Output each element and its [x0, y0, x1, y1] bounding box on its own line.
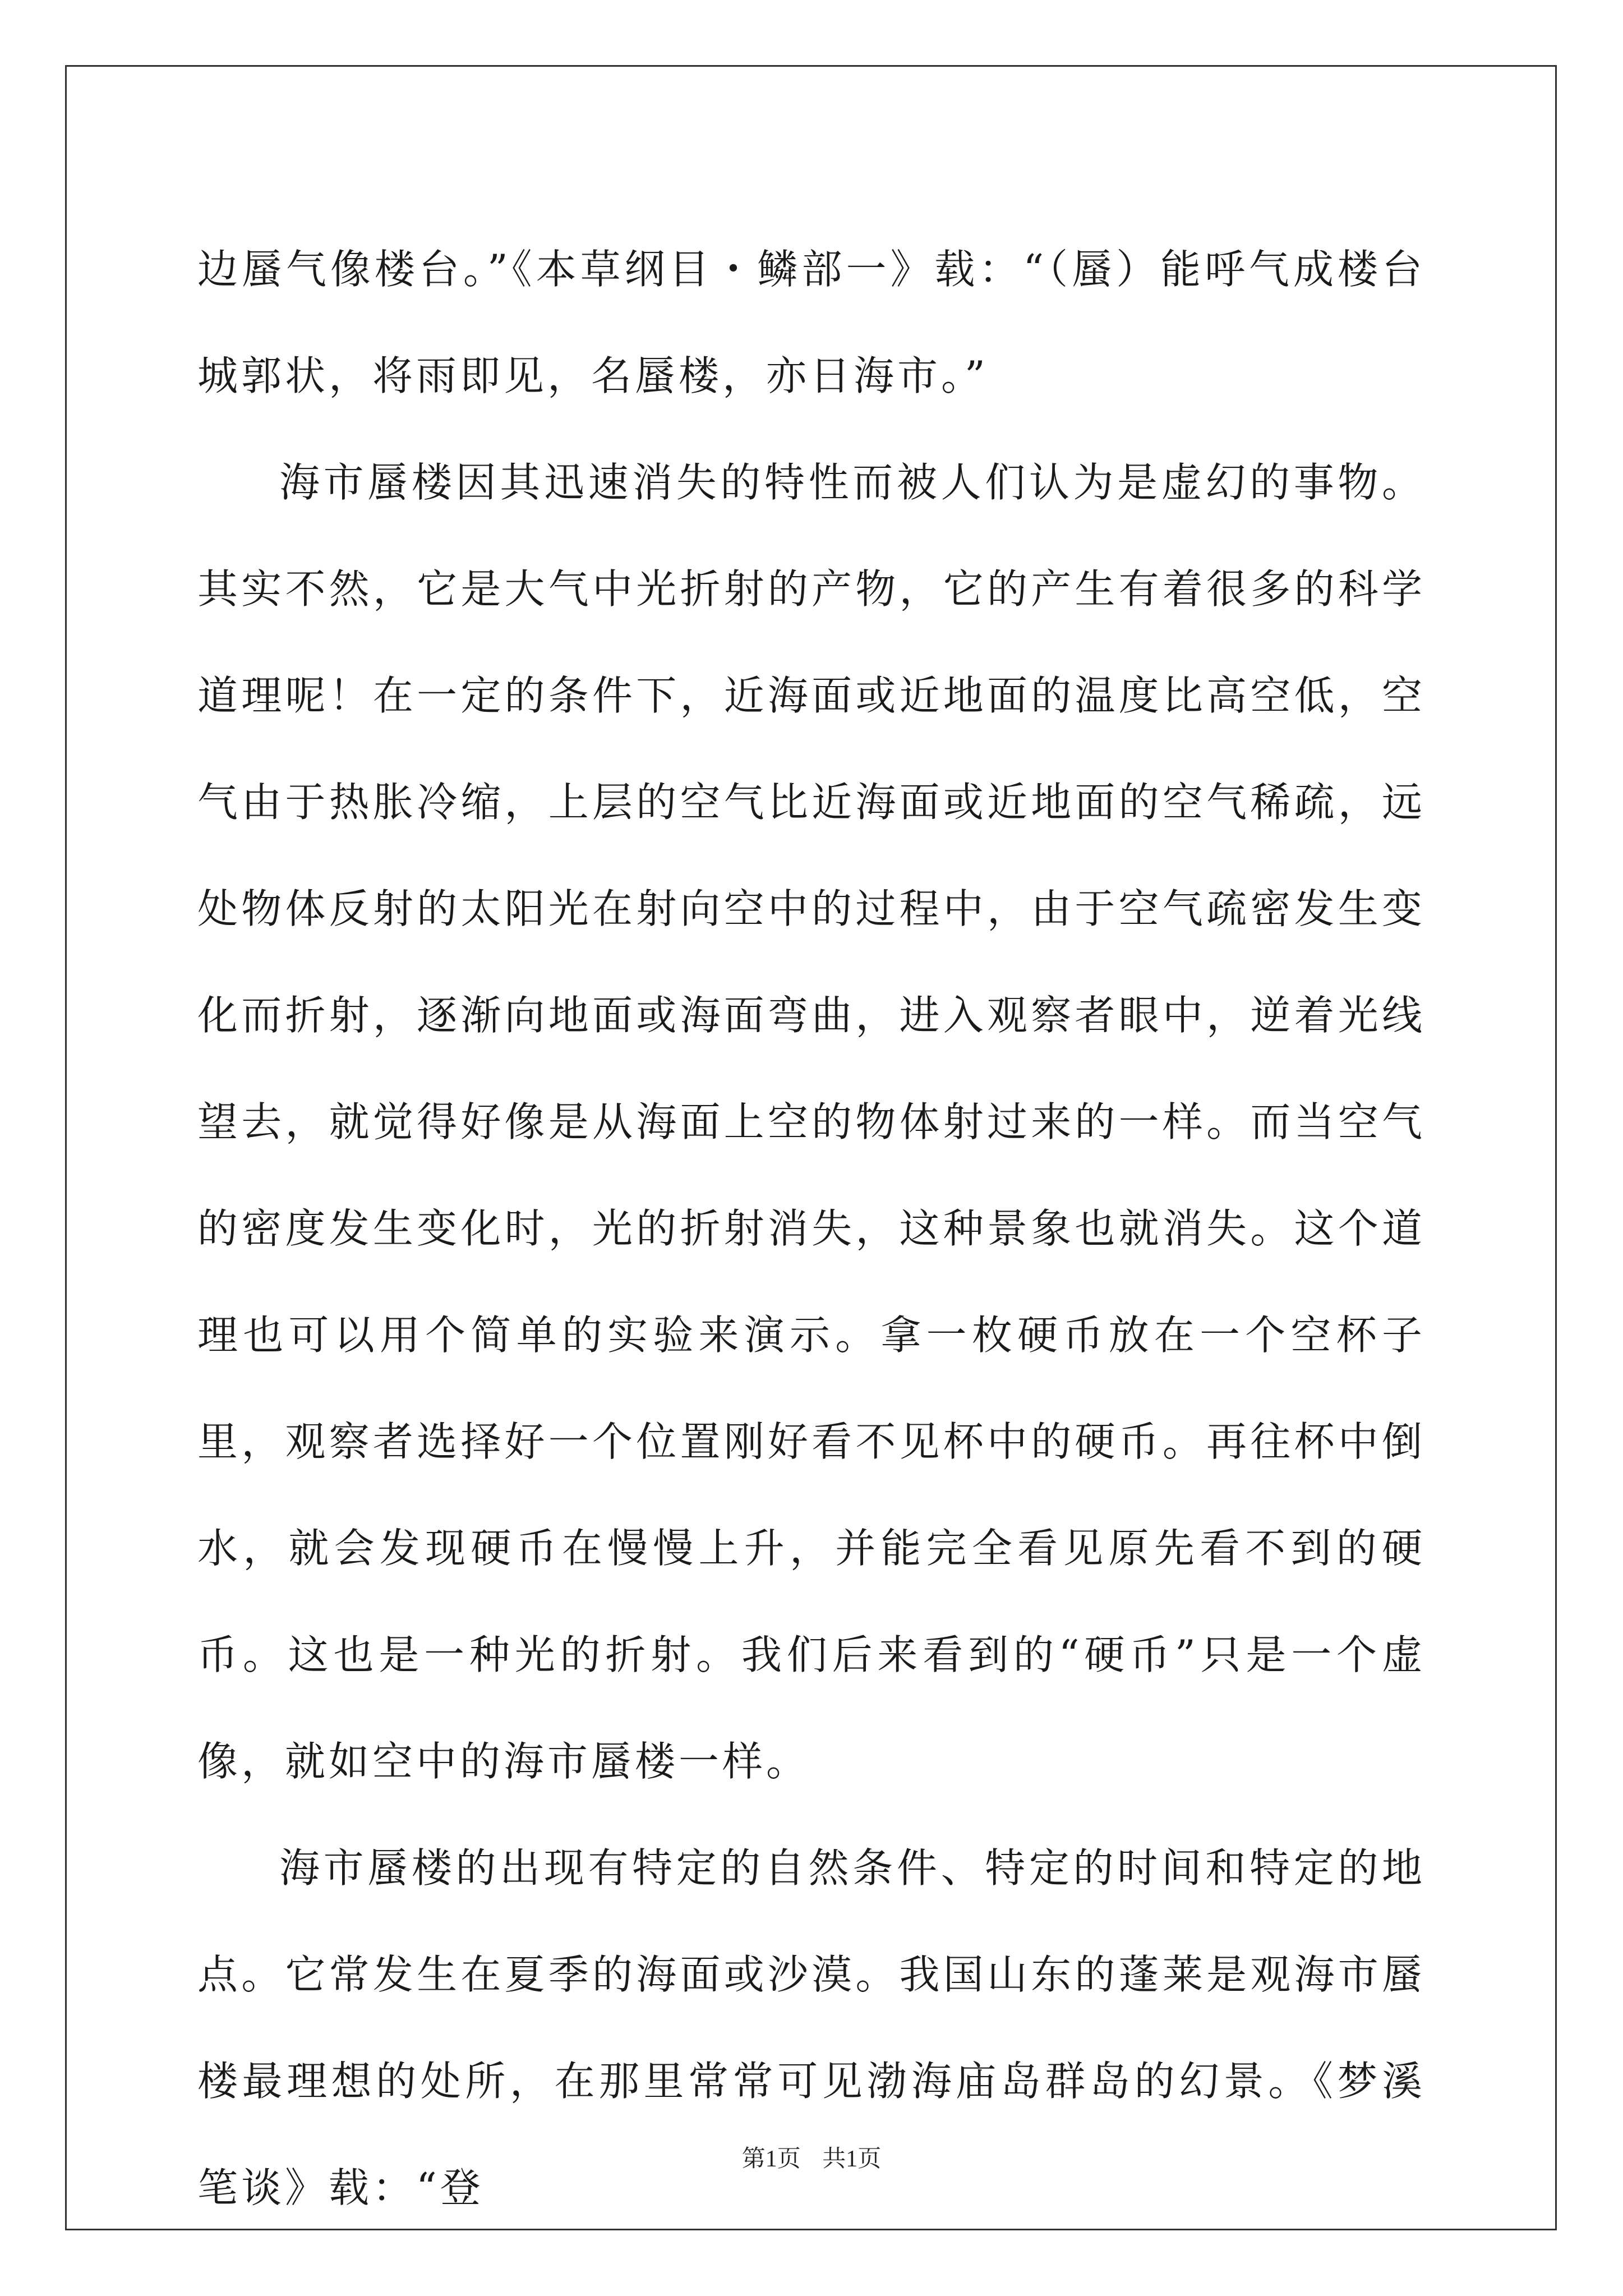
document-body	[197, 216, 1426, 2241]
paragraph: 海市蜃楼的出现有特定的自然条件、特定的时间和特定的地点。它常发生在夏季的海面或沙漠。我国山东的蓬莱是观海市蜃楼最理想的处所，在那里常常可见渤海庙岛群岛的幻景。《梦溪笔谈》载：“登	[197, 1844, 1426, 2211]
paragraph: 海市蜃楼因其迅速消失的特性而被人们认为是虚幻的事物。其实不然，它是大气中光折射的产物，它的产生有着很多的科学道理呢！在一定的条件下，近海面或近地面的温度比高空低，空气由于热胀冷缩，上层的空气比近海面或近地面的空气稀疏，远处物体反射的太阳光在射向空中的过程中，由于空气疏密发生变化而折射，逐渐向地面或海面弯曲，进入观察者眼中，逆着光线望去，就觉得好像是从海面上空的物体射过来的一样。而当空气的密度发生变化时，光的折射消失，这种景象也就消失。这个道理也可以用个简单的实验来演示。拿一枚硬币放在一个空杯子里，观察者选择好一个位置刚好看不见杯中的硬币。再往杯中倒水，就会发现硬币在慢慢上升，并能完全看见原先看不到的硬币。这也是一种光的折射。我们后来看到的“硬币”只是一个虚像，就如空中的海市蜃楼一样。	[197, 459, 1426, 1785]
page-total: 共1页	[822, 2146, 882, 2172]
page-footer	[0, 2140, 1623, 2174]
page-number: 第1页	[741, 2146, 801, 2172]
paragraph: 边蜃气像楼台。”《本草纲目・鳞部一》载：“（蜃）能呼气成楼台城郭状，将雨即见，名蜃楼，亦日海市。”	[197, 246, 1426, 399]
